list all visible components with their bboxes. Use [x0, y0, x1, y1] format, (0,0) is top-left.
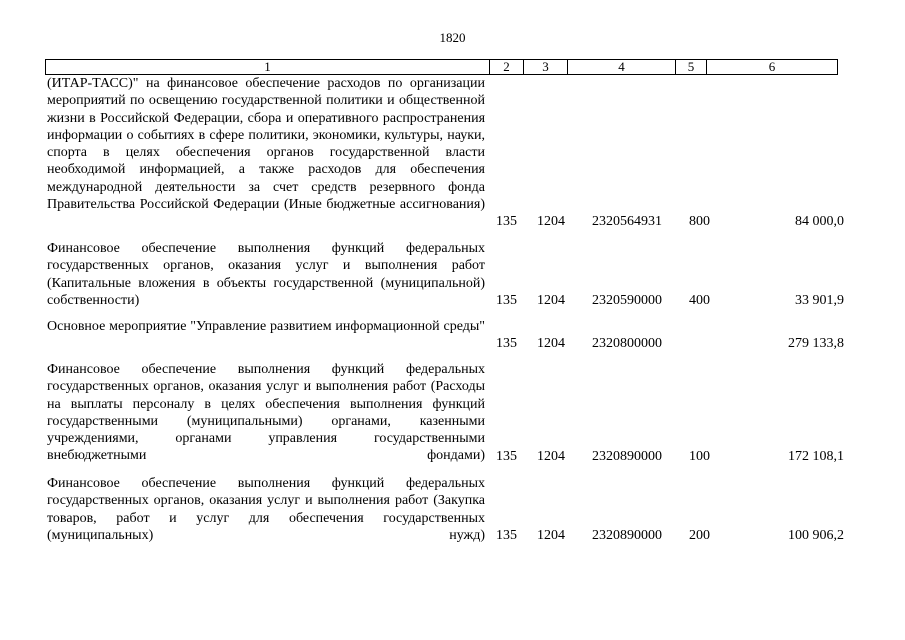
- value-vr: 400: [689, 292, 710, 308]
- header-col-4: 4: [568, 60, 676, 75]
- description-line: среды": [443, 319, 485, 334]
- description-line: государственных органов, оказания услуг и выполнения работ: [47, 258, 485, 274]
- value-gr: 135: [496, 214, 517, 230]
- description-line: политики и общественной жизни в Российской Федерации, сбора и: [47, 93, 486, 126]
- value-rz: 1204: [537, 527, 565, 543]
- description-line: организации мероприятий по освещению государственной: [47, 76, 485, 109]
- value-vr: 800: [689, 214, 710, 230]
- value-cs: 2320564931: [592, 214, 662, 230]
- row-description: [47, 361, 485, 482]
- table-header: [45, 59, 838, 75]
- value-rz: 1204: [537, 448, 565, 464]
- value-cs: 2320590000: [592, 292, 662, 308]
- description-line: Финансовое обеспечение выполнения функций федеральных: [47, 241, 485, 256]
- value-rz: 1204: [537, 214, 565, 230]
- row-description: [47, 475, 485, 561]
- description-line: (Закупка товаров, работ и услуг для обеспечения государственных: [47, 493, 486, 526]
- description-line: (муниципальных) нужд): [47, 527, 485, 543]
- value-rz: 1204: [537, 292, 565, 308]
- value-cs: 2320890000: [592, 527, 662, 543]
- value-sum: 84 000,0: [795, 214, 844, 230]
- description-line: Основное мероприятие "Управление развитием информационной: [47, 319, 440, 334]
- value-gr: 135: [496, 336, 517, 352]
- value-vr: 200: [689, 527, 710, 543]
- description-line: информацией, а также расходов для обеспечения международной: [47, 162, 485, 195]
- value-sum: 279 133,8: [788, 336, 844, 352]
- description-line: (ИТАР-ТАСС)" на финансовое обеспечение расходов по: [47, 76, 403, 91]
- value-gr: 135: [496, 292, 517, 308]
- description-line: Российской Федерации (Иные бюджетные ассигнования): [139, 197, 485, 213]
- row-description: [47, 75, 485, 231]
- description-line: обеспечения органов государственной власти необходимой: [47, 145, 485, 178]
- header-col-5: 5: [676, 60, 707, 75]
- header-col-6: 6: [707, 60, 838, 75]
- value-rz: 1204: [537, 336, 565, 352]
- header-col-1: 1: [46, 60, 490, 75]
- value-sum: 100 906,2: [788, 527, 844, 543]
- description-line: оперативного распространения информации о событиях в сфере: [47, 110, 486, 143]
- description-line: государственных органов, оказания услуг и выполнения работ: [47, 379, 427, 395]
- description-line: государственных органов, оказания услуг и выполнения работ: [47, 493, 429, 509]
- row-description: [47, 240, 485, 326]
- description-line: политики, экономики, культуры, науки, спорта в целях: [47, 127, 486, 161]
- description-line: (Капитальные вложения в объекты государственной: [47, 275, 374, 291]
- description-line: деятельности за счет средств резервного фонда Правительства: [47, 179, 486, 213]
- value-sum: 33 901,9: [795, 292, 844, 308]
- description-line: Финансовое обеспечение выполнения функций федеральных: [47, 476, 485, 491]
- header-col-3: 3: [524, 60, 568, 75]
- value-sum: 172 108,1: [788, 448, 844, 464]
- value-vr: 100: [689, 448, 710, 464]
- page-number: 1820: [439, 30, 466, 45]
- description-line: государственными внебюджетными фондами): [47, 431, 486, 464]
- value-gr: 135: [496, 448, 517, 464]
- description-line: казенными учреждениями, органами управления: [47, 413, 485, 447]
- row-description: [47, 318, 485, 353]
- value-cs: 2320800000: [592, 336, 662, 352]
- description-line: функций государственными (муниципальными) органами,: [47, 396, 486, 429]
- description-line: Финансовое обеспечение выполнения функций федеральных: [47, 362, 485, 377]
- value-gr: 135: [496, 527, 517, 543]
- header-col-2: 2: [490, 60, 524, 75]
- description-line: (муниципальной) собственности): [47, 275, 486, 308]
- value-cs: 2320890000: [592, 448, 662, 464]
- description-line: (Расходы на выплаты персоналу в целях обеспечения выполнения: [47, 379, 485, 412]
